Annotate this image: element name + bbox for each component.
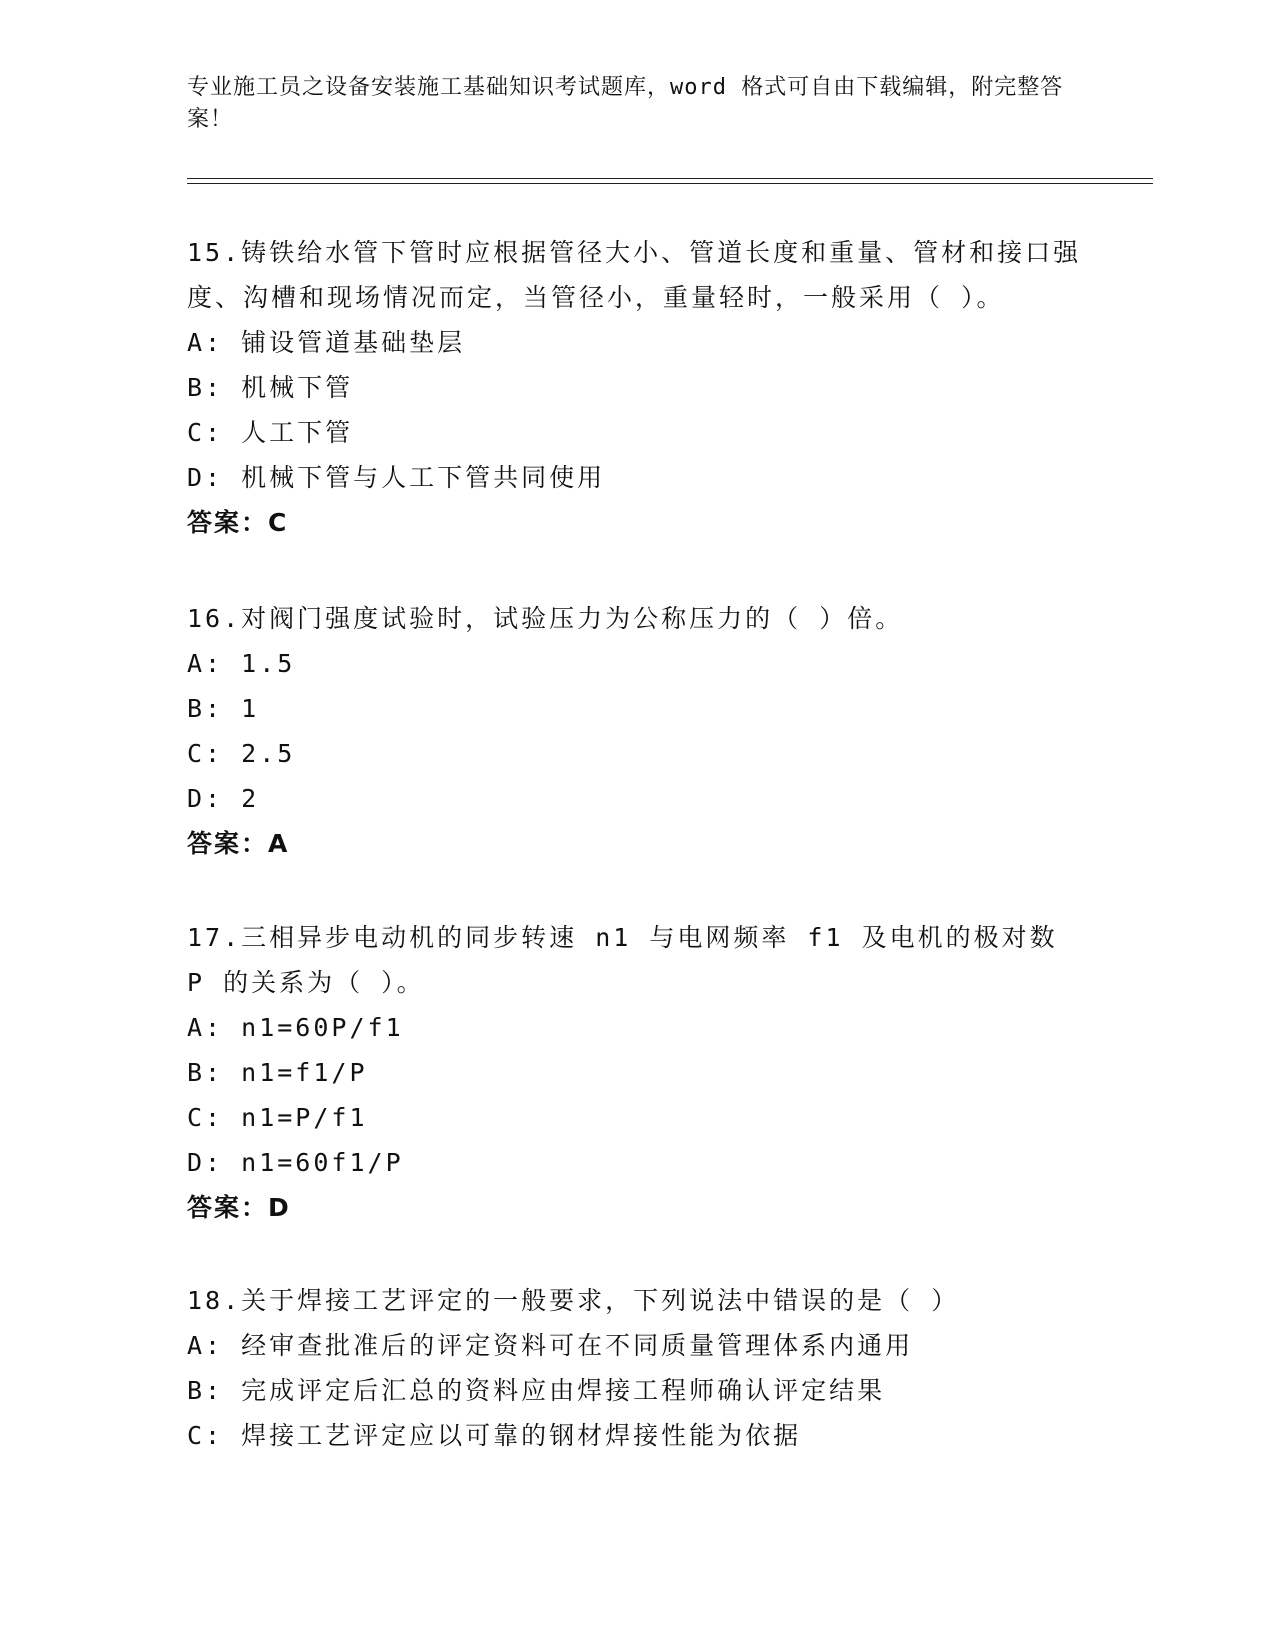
question-text: 15.铸铁给水管下管时应根据管径大小、管道长度和重量、管材和接口强度、沟槽和现场情况而定，当管径小，重量轻时，一般采用（ ）。 bbox=[187, 238, 1082, 312]
question-text: 16.对阀门强度试验时，试验压力为公称压力的（ ）倍。 bbox=[187, 604, 904, 633]
option-c: C: 焊接工艺评定应以可靠的钢材焊接性能为依据 bbox=[187, 1421, 802, 1450]
option-c: C: 人工下管 bbox=[187, 418, 354, 447]
answer: 答案：A bbox=[187, 829, 290, 858]
option-c: C: 2.5 bbox=[187, 739, 296, 768]
option-b: B: n1=f1/P bbox=[187, 1058, 368, 1087]
question-15 bbox=[187, 230, 1087, 545]
option-a: A: 1.5 bbox=[187, 649, 296, 678]
option-a: A: 铺设管道基础垫层 bbox=[187, 328, 466, 357]
option-d: D: 机械下管与人工下管共同使用 bbox=[187, 463, 606, 492]
option-b: B: 1 bbox=[187, 694, 260, 723]
option-d: D: n1=60f1/P bbox=[187, 1148, 404, 1177]
header-divider-bottom bbox=[187, 183, 1153, 184]
question-text: 18.关于焊接工艺评定的一般要求，下列说法中错误的是（ ） bbox=[187, 1286, 960, 1315]
option-c: C: n1=P/f1 bbox=[187, 1103, 368, 1132]
option-a: A: n1=60P/f1 bbox=[187, 1013, 404, 1042]
header-title: 专业施工员之设备安装施工基础知识考试题库，word 格式可自由下载编辑，附完整答案！ bbox=[187, 75, 1064, 132]
answer: 答案：D bbox=[187, 1193, 291, 1222]
question-17 bbox=[187, 915, 1087, 1230]
option-d: D: 2 bbox=[187, 784, 260, 813]
option-a: A: 经审查批准后的评定资料可在不同质量管理体系内通用 bbox=[187, 1331, 914, 1360]
answer: 答案：C bbox=[187, 508, 289, 537]
option-b: B: 完成评定后汇总的资料应由焊接工程师确认评定结果 bbox=[187, 1376, 886, 1405]
question-text: 17.三相异步电动机的同步转速 n1 与电网频率 f1 及电机的极对数 P 的关系为（ ）。 bbox=[187, 923, 1058, 997]
question-18 bbox=[187, 1278, 1087, 1458]
document-header bbox=[187, 72, 1067, 136]
option-b: B: 机械下管 bbox=[187, 373, 354, 402]
question-16 bbox=[187, 596, 1087, 866]
header-divider-top bbox=[187, 178, 1153, 179]
